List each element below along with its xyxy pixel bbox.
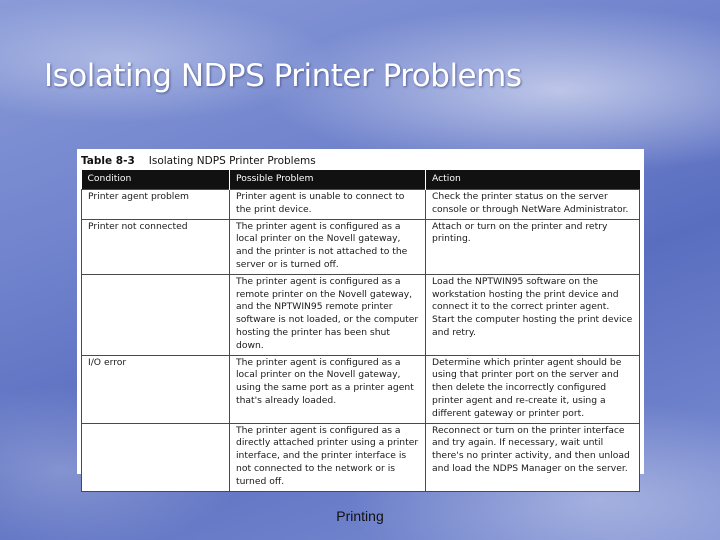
cell-action: Attach or turn on the printer and retry printing. bbox=[426, 219, 640, 274]
header-condition: Condition bbox=[82, 170, 230, 190]
cell-condition: I/O error bbox=[82, 355, 230, 423]
cell-problem: The printer agent is configured as a directly attached printer using a printer interface, and the printer interface is not connected to the network or is turned off. bbox=[230, 423, 426, 491]
cell-action: Reconnect or turn on the printer interface and try again. If necessary, wait until there's no printer activity, and then unload and load the NDPS Manager on the server. bbox=[426, 423, 640, 491]
problems-table bbox=[81, 170, 640, 492]
cell-condition bbox=[82, 423, 230, 491]
slide-footer: Printing bbox=[336, 508, 384, 524]
slide-title: Isolating NDPS Printer Problems bbox=[44, 58, 522, 94]
table-caption bbox=[81, 152, 640, 170]
table-header-row bbox=[82, 170, 640, 190]
cell-action: Load the NPTWIN95 software on the workstation hosting the print device and connect it to the correct printer agent. Start the computer hosting the print device and retry. bbox=[426, 274, 640, 355]
table-row bbox=[82, 423, 640, 491]
cell-condition: Printer not connected bbox=[82, 219, 230, 274]
cell-action: Determine which printer agent should be using that printer port on the server and then delete the incorrectly configured printer agent and re-create it, using a different gateway or printer port. bbox=[426, 355, 640, 423]
cell-action: Check the printer status on the server console or through NetWare Administrator. bbox=[426, 190, 640, 220]
cell-condition: Printer agent problem bbox=[82, 190, 230, 220]
table-caption-title: Isolating NDPS Printer Problems bbox=[148, 155, 316, 167]
cell-problem: The printer agent is configured as a remote printer on the Novell gateway, and the NPTWIN95 remote printer software is not loaded, or the computer hosting the printer has been shut down. bbox=[230, 274, 426, 355]
cell-condition bbox=[82, 274, 230, 355]
table-row bbox=[82, 274, 640, 355]
header-possible-problem: Possible Problem bbox=[230, 170, 426, 190]
header-action: Action bbox=[426, 170, 640, 190]
table-row bbox=[82, 190, 640, 220]
table-row bbox=[82, 219, 640, 274]
cell-problem: The printer agent is configured as a local printer on the Novell gateway, and the printer is not attached to the server or is turned off. bbox=[230, 219, 426, 274]
table-figure bbox=[77, 149, 644, 487]
cell-problem: Printer agent is unable to connect to the print device. bbox=[230, 190, 426, 220]
table-row bbox=[82, 355, 640, 423]
table-caption-number: Table 8-3 bbox=[81, 155, 135, 167]
cell-problem: The printer agent is configured as a local printer on the Novell gateway, using the same port as a printer agent that's already loaded. bbox=[230, 355, 426, 423]
